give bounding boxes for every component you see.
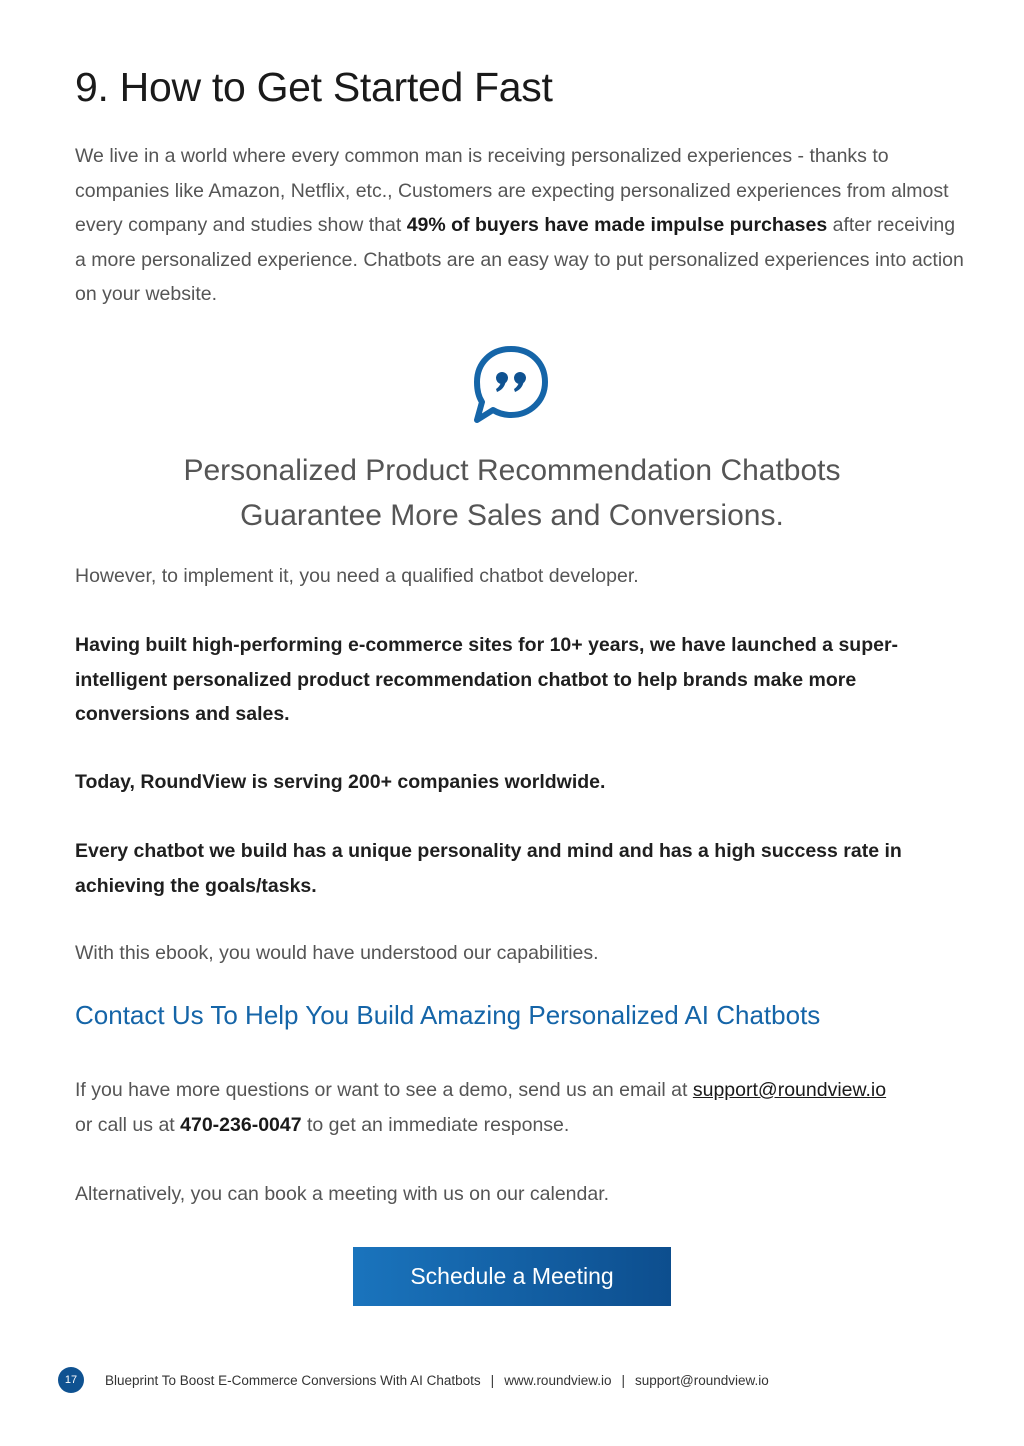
footer-document-title: Blueprint To Boost E-Commerce Conversions With AI Chatbots	[105, 1372, 481, 1388]
calendar-paragraph: Alternatively, you can book a meeting with us on our calendar.	[75, 1183, 610, 1205]
pull-quote-headline	[75, 448, 949, 538]
headline-line-1: Personalized Product Recommendation Chatbots	[183, 454, 841, 487]
footer-website-link[interactable]: www.roundview.io	[504, 1372, 612, 1388]
intro-text-start: We live in a world where every common man is receiving personalized experiences - thanks to companies like Amazon, Netflix, etc., Customers are expecting personalized experiences from almost every company and studies show that	[75, 145, 949, 236]
support-email-link[interactable]: support@roundview.io	[692, 1079, 887, 1101]
ebook-paragraph: With this ebook, you would have understood our capabilities.	[75, 942, 599, 964]
contact-heading: Contact Us To Help You Build Amazing Personalized AI Chatbots	[75, 1000, 821, 1030]
page-number-badge: 17	[58, 1367, 84, 1393]
intro-paragraph	[75, 139, 965, 312]
page-title: 9. How to Get Started Fast	[75, 64, 553, 110]
contact-text-end: to get an immediate response.	[301, 1113, 570, 1136]
developer-paragraph: However, to implement it, you need a qualified chatbot developer.	[75, 565, 639, 587]
quote-chat-bubble-icon	[471, 344, 551, 426]
experience-paragraph: Having built high-performing e-commerce sites for 10+ years, we have launched a super-intelligent personalized product recommendation chatbot to help brands make more conversions and sales.	[75, 634, 899, 725]
page-footer	[58, 1367, 769, 1393]
schedule-meeting-button[interactable]: Schedule a Meeting	[353, 1247, 671, 1306]
footer-separator: |	[621, 1372, 626, 1388]
contact-text-middle: or call us at	[75, 1113, 181, 1136]
phone-number[interactable]: 470-236-0047	[180, 1113, 302, 1136]
personality-paragraph: Every chatbot we build has a unique personality and mind and has a high success rate in achieving the goals/tasks.	[75, 840, 902, 897]
headline-line-2: Guarantee More Sales and Conversions.	[240, 499, 784, 532]
footer-separator: |	[490, 1372, 495, 1388]
intro-highlight: 49% of buyers have made impulse purchases	[406, 214, 828, 236]
intro-text-end: after receiving a more personalized experience. Chatbots are an easy way to put personalized experiences into action on your website.	[75, 214, 964, 305]
companies-paragraph: Today, RoundView is serving 200+ companies worldwide.	[75, 771, 606, 793]
footer-email-link[interactable]: support@roundview.io	[635, 1372, 769, 1388]
contact-paragraph	[75, 1073, 965, 1142]
contact-text-start: If you have more questions or want to see a demo, send us an email at	[75, 1079, 693, 1101]
